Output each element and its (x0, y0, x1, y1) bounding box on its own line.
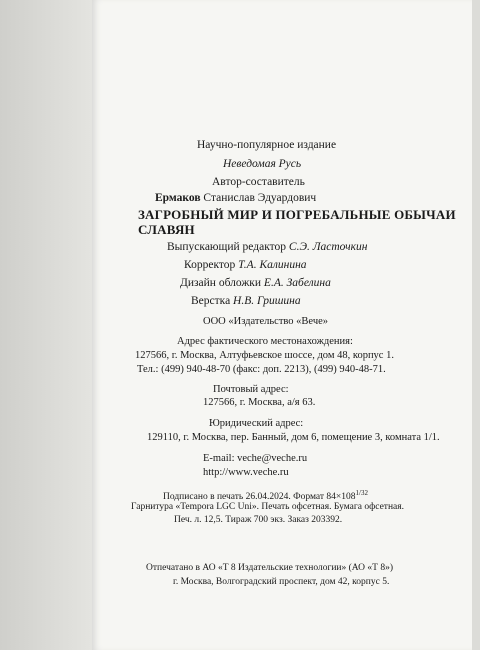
print-signed-text: Подписано в печать 26.04.2024. Формат 84×108 (163, 492, 356, 503)
actual-address: 127566, г. Москва, Алтуфьевское шоссе, дом 48, корпус 1. (135, 350, 394, 361)
print-signed (163, 489, 368, 502)
book-title-line1: ЗАГРОБНЫЙ МИР И ПОГРЕБАЛЬНЫЕ ОБЫЧАИ (138, 207, 456, 222)
credit-role: Верстка (191, 295, 231, 307)
author-surname: Ермаков (155, 192, 201, 204)
publisher-name: ООО «Издательство «Вече» (203, 316, 329, 327)
credit-layout (191, 295, 301, 307)
credit-proofreader (184, 259, 307, 271)
format-fraction: 1/32 (355, 489, 368, 497)
credit-role: Дизайн обложки (180, 277, 262, 289)
phone-numbers: Тел.: (499) 940-48-70 (факс: доп. 2213), (499) 940-48-71. (137, 364, 386, 375)
postal-address: 127566, г. Москва, а/я 63. (203, 397, 316, 408)
credit-cover-design (180, 277, 331, 289)
credit-name: Т.А. Калинина (238, 259, 307, 271)
credit-role: Выпускающий редактор (167, 241, 287, 253)
actual-address-label: Адрес фактического местонахождения: (177, 336, 353, 347)
credit-editor (167, 241, 367, 253)
email: E-mail: veche@veche.ru (203, 453, 308, 464)
author-role: Автор-составитель (212, 176, 305, 188)
book-gutter (0, 0, 92, 650)
credit-name: С.Э. Ласточкин (288, 241, 368, 253)
printer-address: г. Москва, Волгоградский проспект, дом 42, корпус 5. (173, 577, 390, 587)
edition-type: Научно-популярное издание (197, 139, 337, 151)
printed-by: Отпечатано в АО «Т 8 Издательские технологии» (АО «Т 8») (146, 563, 394, 573)
credit-role: Корректор (184, 259, 236, 271)
postal-label: Почтовый адрес: (213, 384, 289, 395)
book-title-line2: СЛАВЯН (138, 222, 195, 237)
series-name: Неведомая Русь (223, 158, 302, 170)
legal-address: 129110, г. Москва, пер. Банный, дом 6, помещение 3, комната 1/1. (147, 432, 440, 443)
legal-label: Юридический адрес: (209, 418, 304, 429)
author-given-name: Станислав Эдуардович (203, 192, 317, 204)
typeface-info: Гарнитура «Tempora LGC Uni». Печать офсетная. Бумага офсетная. (131, 502, 405, 512)
author-line (155, 192, 316, 204)
credit-name: Е.А. Забелина (263, 277, 331, 289)
print-run: Печ. л. 12,5. Тираж 700 экз. Заказ 203392. (174, 515, 343, 525)
website: http://www.veche.ru (203, 467, 289, 478)
bleed-through-text (392, 30, 480, 630)
credit-name: Н.В. Гришина (233, 295, 301, 307)
